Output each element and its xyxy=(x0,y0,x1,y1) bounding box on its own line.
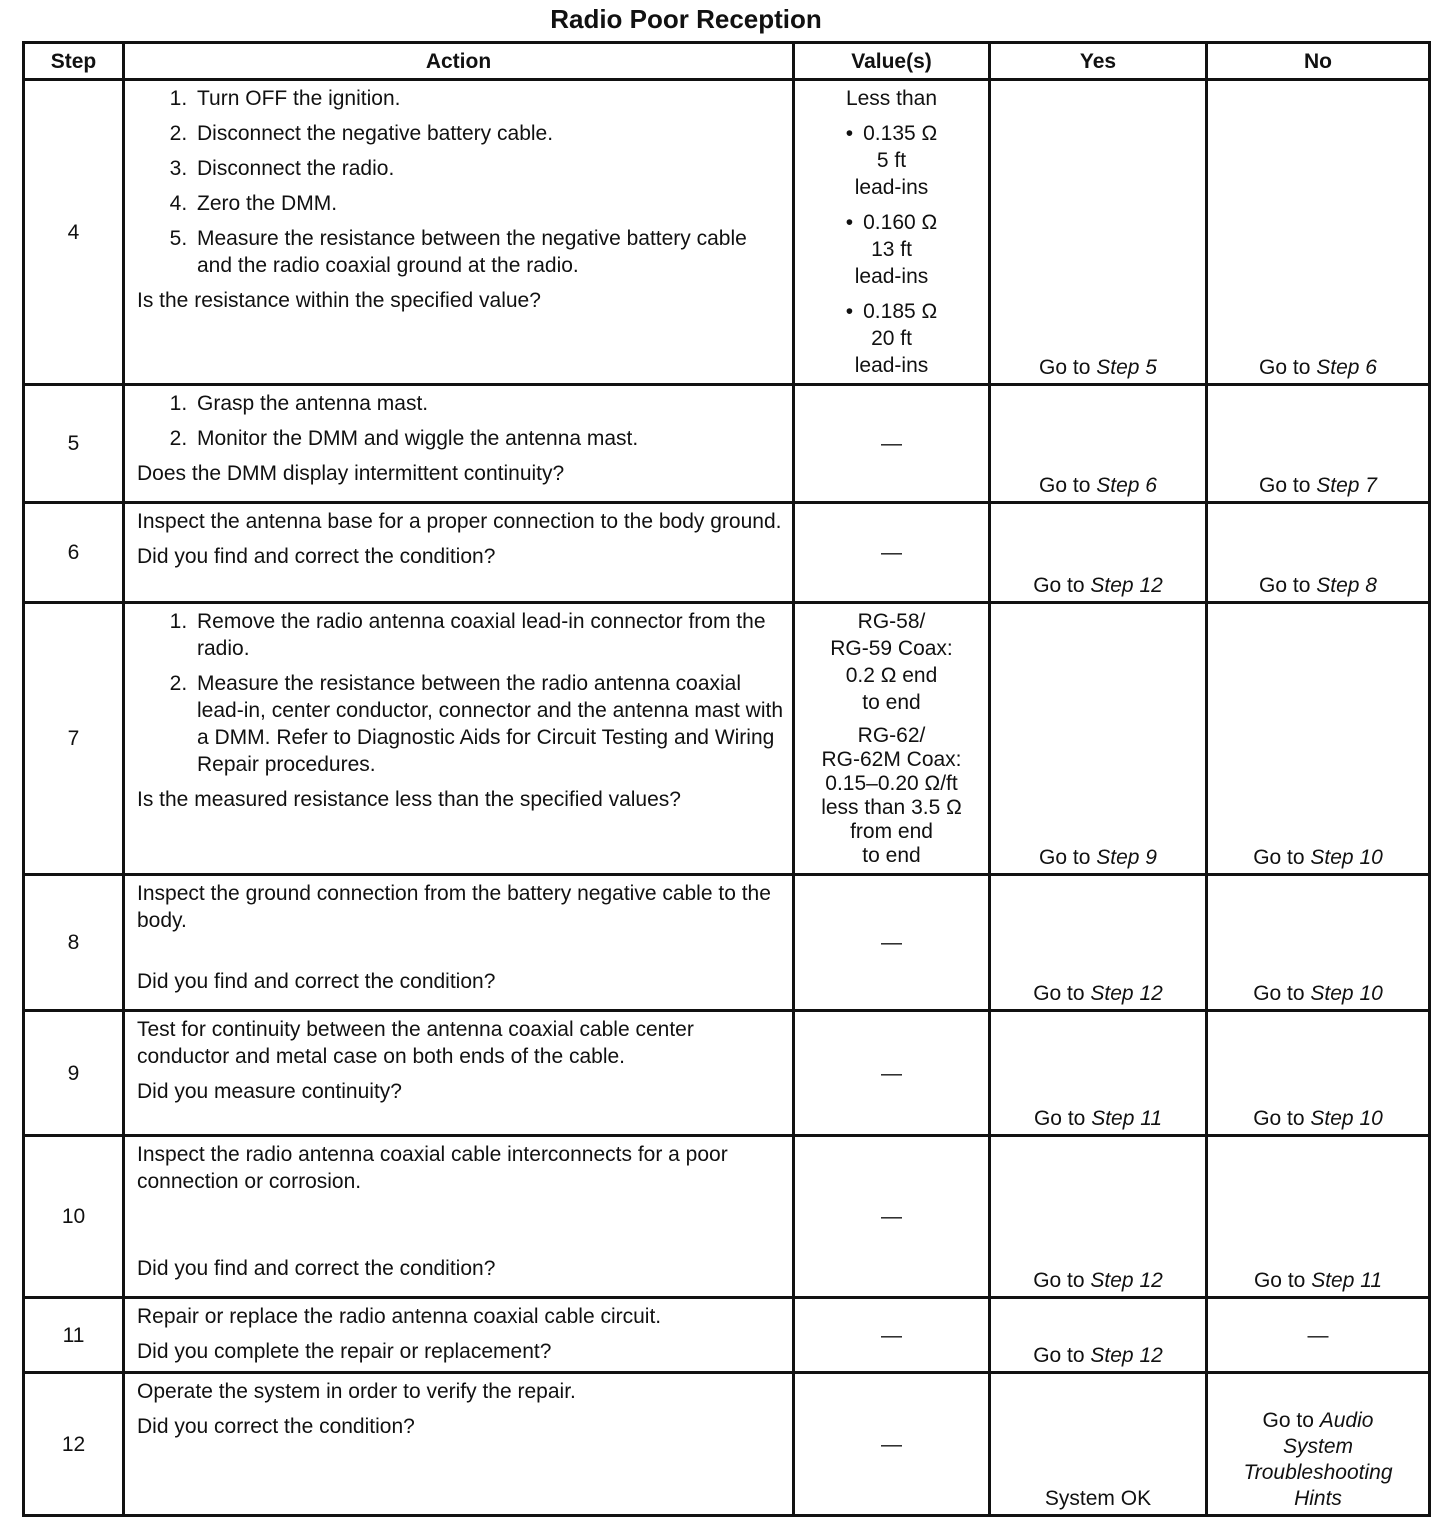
step-link: Step 12 xyxy=(1090,982,1163,1005)
header-no: No xyxy=(1207,43,1430,80)
step-link: Step 12 xyxy=(1090,1344,1163,1367)
action-cell xyxy=(124,385,794,503)
action-question: Did you complete the repair or replacement? xyxy=(137,1340,552,1363)
action-question: Did you find and correct the condition? xyxy=(137,970,496,993)
action-cell xyxy=(124,1011,794,1136)
action-question: Does the DMM display intermittent continuity? xyxy=(137,462,565,485)
no-cell: Go to Step 10 xyxy=(1207,875,1430,1011)
action-list-item: 2. Monitor the DMM and wiggle the antenna mast. xyxy=(193,425,784,452)
step-link: Step 11 xyxy=(1311,1269,1383,1292)
action-cell xyxy=(124,1373,794,1516)
no-cell: Go to Step 8 xyxy=(1207,503,1430,603)
step-number: 7 xyxy=(24,603,124,875)
action-list-item: 1. Turn OFF the ignition. xyxy=(193,85,784,112)
yes-cell: Go to Step 12 xyxy=(990,503,1207,603)
yes-cell: System OK xyxy=(990,1373,1207,1516)
action-cell xyxy=(124,603,794,875)
yes-cell: Go to Step 5 xyxy=(990,80,1207,385)
table-row xyxy=(24,603,1430,875)
action-question: Did you measure continuity? xyxy=(137,1080,402,1103)
value-cell xyxy=(794,80,990,385)
action-list-item: 1. Grasp the antenna mast. xyxy=(193,390,784,417)
no-cell: Go to Step 10 xyxy=(1207,603,1430,875)
no-cell: Go to Step 10 xyxy=(1207,1011,1430,1136)
action-cell xyxy=(124,1136,794,1298)
step-link: Step 10 xyxy=(1310,846,1383,869)
action-text: Repair or replace the radio antenna coaxial cable circuit. xyxy=(137,1305,662,1328)
step-number: 4 xyxy=(24,80,124,385)
step-number: 12 xyxy=(24,1373,124,1516)
page-title: Radio Poor Reception xyxy=(550,4,822,34)
step-link: Step 6 xyxy=(1316,356,1377,379)
step-link: Step 8 xyxy=(1316,574,1377,597)
value-group: RG-62/ RG-62M Coax: 0.15–0.20 Ω/ft less than 3.5 Ω from end to end xyxy=(821,724,962,867)
value-cell: — xyxy=(794,1136,990,1298)
action-cell xyxy=(124,503,794,603)
step-link: Step 9 xyxy=(1096,846,1157,869)
action-list-item: 4. Zero the DMM. xyxy=(193,190,784,217)
yes-cell: Go to Step 12 xyxy=(990,875,1207,1011)
action-text: Inspect the radio antenna coaxial cable interconnects for a poor connection or corrosion. xyxy=(137,1143,728,1193)
table-row xyxy=(24,1298,1430,1373)
action-list-item: 2. Measure the resistance between the radio antenna coaxial lead-in, center conductor, connector and the antenna mast with a DMM. Refer to Diagnostic Aids for Circuit Testing and Wiring Repair procedures. xyxy=(193,670,784,778)
action-list-item: 2. Disconnect the negative battery cable. xyxy=(193,120,784,147)
action-list-item: 5. Measure the resistance between the negative battery cable and the radio coaxial ground at the radio. xyxy=(193,225,784,279)
value-bullet: • 0.160 Ω 13 ft lead-ins xyxy=(799,209,984,290)
action-question: Did you find and correct the condition? xyxy=(137,545,496,568)
value-group: RG-58/ RG-59 Coax: 0.2 Ω end to end xyxy=(830,610,953,714)
step-link: Step 12 xyxy=(1090,574,1163,597)
action-text: Test for continuity between the antenna coaxial cable center conductor and metal case on both ends of the cable. xyxy=(137,1018,694,1068)
action-list-item: 1. Remove the radio antenna coaxial lead-in connector from the radio. xyxy=(193,608,784,662)
step-link: Audio xyxy=(1319,1409,1374,1432)
action-text: Operate the system in order to verify the repair. xyxy=(137,1380,576,1403)
value-intro: Less than xyxy=(845,87,938,110)
value-cell: — xyxy=(794,1298,990,1373)
step-link: Step 5 xyxy=(1096,356,1157,379)
value-bullet: • 0.185 Ω 20 ft lead-ins xyxy=(799,298,984,379)
step-number: 5 xyxy=(24,385,124,503)
value-bullet: • 0.135 Ω 5 ft lead-ins xyxy=(799,120,984,201)
action-question: Is the measured resistance less than the specified values? xyxy=(137,788,681,811)
value-cell: — xyxy=(794,1011,990,1136)
value-cell xyxy=(794,603,990,875)
action-cell xyxy=(124,80,794,385)
step-link: Step 10 xyxy=(1310,1107,1383,1130)
no-cell: Go to Audio System Troubleshooting Hints xyxy=(1207,1373,1430,1516)
table-row xyxy=(24,503,1430,603)
table-header-row xyxy=(24,43,1430,80)
header-yes: Yes xyxy=(990,43,1207,80)
yes-cell: Go to Step 11 xyxy=(990,1011,1207,1136)
action-text: Inspect the antenna base for a proper connection to the body ground. xyxy=(137,510,782,533)
value-cell: — xyxy=(794,875,990,1011)
table-row xyxy=(24,1373,1430,1516)
step-number: 8 xyxy=(24,875,124,1011)
action-cell xyxy=(124,1298,794,1373)
action-list-item: 3. Disconnect the radio. xyxy=(193,155,784,182)
action-question: Is the resistance within the specified value? xyxy=(137,289,541,312)
step-link: Step 7 xyxy=(1316,474,1377,497)
table-row xyxy=(24,80,1430,385)
step-link: Step 11 xyxy=(1091,1107,1163,1130)
action-question: Did you correct the condition? xyxy=(137,1415,415,1438)
step-link: Step 6 xyxy=(1096,474,1157,497)
step-number: 6 xyxy=(24,503,124,603)
table-row xyxy=(24,1136,1430,1298)
yes-cell: Go to Step 12 xyxy=(990,1298,1207,1373)
table-row xyxy=(24,385,1430,503)
action-question: Did you find and correct the condition? xyxy=(137,1257,496,1280)
yes-cell: Go to Step 6 xyxy=(990,385,1207,503)
header-step: Step xyxy=(24,43,124,80)
header-action: Action xyxy=(124,43,794,80)
table-row xyxy=(24,1011,1430,1136)
no-cell: Go to Step 7 xyxy=(1207,385,1430,503)
value-cell: — xyxy=(794,1373,990,1516)
value-cell: — xyxy=(794,503,990,603)
action-cell xyxy=(124,875,794,1011)
diagnostic-table xyxy=(22,41,1431,1517)
step-link: Step 12 xyxy=(1090,1269,1163,1292)
yes-cell: Go to Step 12 xyxy=(990,1136,1207,1298)
table-row xyxy=(24,875,1430,1011)
yes-cell: Go to Step 9 xyxy=(990,603,1207,875)
action-text: Inspect the ground connection from the battery negative cable to the body. xyxy=(137,882,771,932)
no-cell: — xyxy=(1207,1298,1430,1373)
no-cell: Go to Step 11 xyxy=(1207,1136,1430,1298)
step-link: Step 10 xyxy=(1310,982,1383,1005)
step-number: 10 xyxy=(24,1136,124,1298)
header-values: Value(s) xyxy=(794,43,990,80)
step-number: 11 xyxy=(24,1298,124,1373)
no-cell: Go to Step 6 xyxy=(1207,80,1430,385)
step-number: 9 xyxy=(24,1011,124,1136)
value-cell: — xyxy=(794,385,990,503)
